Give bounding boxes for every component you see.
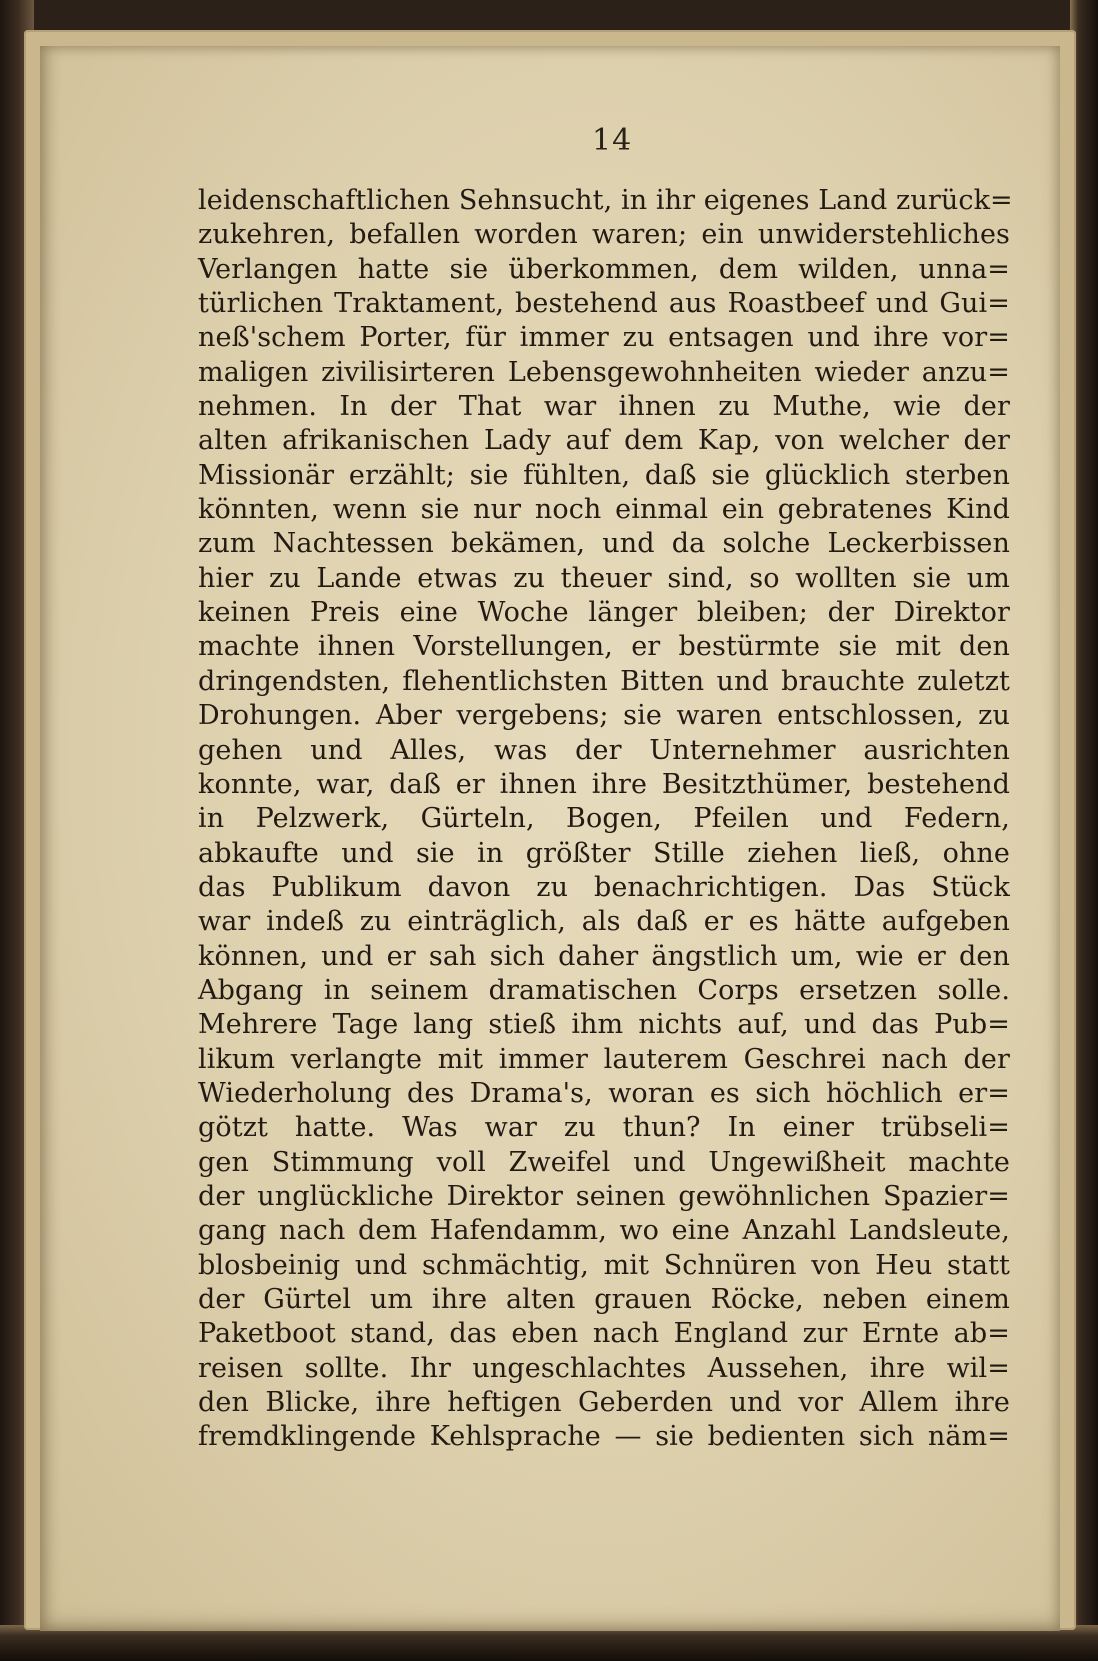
text-line: der unglückliche Direktor seinen gewöhnlichen Spazier= xyxy=(198,1180,1010,1212)
text-line: den Blicke, ihre heftigen Geberden und vor Allem ihre xyxy=(198,1387,1010,1419)
text-line: zukehren, befallen worden waren; ein unwiderstehliches xyxy=(198,219,1010,251)
text-line: konnte, war, daß er ihnen ihre Besitzthümer, bestehend xyxy=(198,768,1010,800)
text-line: türlichen Traktament, bestehend aus Roastbeef und Gui= xyxy=(198,288,1010,320)
text-line: blosbeinig und schmächtig, mit Schnüren von Heu statt xyxy=(198,1249,1010,1281)
text-line: maligen zivilisirteren Lebensgewohnheiten wieder anzu= xyxy=(198,356,1010,388)
text-line: Verlangen hatte sie überkommen, dem wilden, unna= xyxy=(198,253,1010,285)
text-line: Wiederholung des Drama's, woran es sich höchlich er= xyxy=(198,1077,1010,1109)
text-line: das Publikum davon zu benachrichtigen. Das Stück xyxy=(198,871,1010,903)
text-line: hier zu Lande etwas zu theuer sind, so wollten sie um xyxy=(198,562,1010,594)
text-line: Paketboot stand, das eben nach England zur Ernte ab= xyxy=(198,1318,1010,1350)
text-line: fremdklingende Kehlsprache — sie bedienten sich näm= xyxy=(198,1421,1010,1453)
text-line: machte ihnen Vorstellungen, er bestürmte sie mit den xyxy=(198,631,1010,663)
text-line: zum Nachtessen bekämen, und da solche Leckerbissen xyxy=(198,528,1010,560)
body-text xyxy=(198,184,1013,1455)
text-line: gang nach dem Hafendamm, wo eine Anzahl Landsleute, xyxy=(198,1215,1010,1247)
text-line: götzt hatte. Was war zu thun? In einer trübseli= xyxy=(198,1112,1010,1144)
text-line: nehmen. In der That war ihnen zu Muthe, wie der xyxy=(198,391,1010,423)
text-line: reisen sollte. Ihr ungeschlachtes Aussehen, ihre wil= xyxy=(198,1352,1010,1384)
text-line: dringendsten, flehentlichsten Bitten und brauchte zuletzt xyxy=(198,665,1010,697)
text-line: Mehrere Tage lang stieß ihm nichts auf, und das Pub= xyxy=(198,1009,1010,1041)
text-line: können, und er sah sich daher ängstlich um, wie er den xyxy=(198,940,1010,972)
page-number: 14 xyxy=(592,123,633,158)
text-line: alten afrikanischen Lady auf dem Kap, von welcher der xyxy=(198,425,1010,457)
text-line: Drohungen. Aber vergebens; sie waren entschlossen, zu xyxy=(198,700,1010,732)
text-line: neß'schem Porter, für immer zu entsagen und ihre vor= xyxy=(198,322,1010,354)
text-line: in Pelzwerk, Gürteln, Bogen, Pfeilen und Federn, xyxy=(198,803,1010,835)
text-line: likum verlangte mit immer lauterem Geschrei nach der xyxy=(198,1043,1010,1075)
text-line: war indeß zu einträglich, als daß er es hätte aufgeben xyxy=(198,906,1010,938)
text-line: keinen Preis eine Woche länger bleiben; der Direktor xyxy=(198,597,1010,629)
text-line: könnten, wenn sie nur noch einmal ein gebratenes Kind xyxy=(198,494,1010,526)
text-line: abkaufte und sie in größter Stille ziehen ließ, ohne xyxy=(198,837,1010,869)
text-line: gen Stimmung voll Zweifel und Ungewißheit machte xyxy=(198,1146,1010,1178)
text-line: Missionär erzählt; sie fühlten, daß sie glücklich sterben xyxy=(198,459,1010,491)
text-line: Abgang in seinem dramatischen Corps ersetzen solle. xyxy=(198,974,1010,1006)
text-line: gehen und Alles, was der Unternehmer ausrichten xyxy=(198,734,1010,766)
text-line: leidenschaftlichen Sehnsucht, in ihr eigenes Land zurück= xyxy=(198,185,1013,216)
text-line: der Gürtel um ihre alten grauen Röcke, neben einem xyxy=(198,1284,1010,1315)
